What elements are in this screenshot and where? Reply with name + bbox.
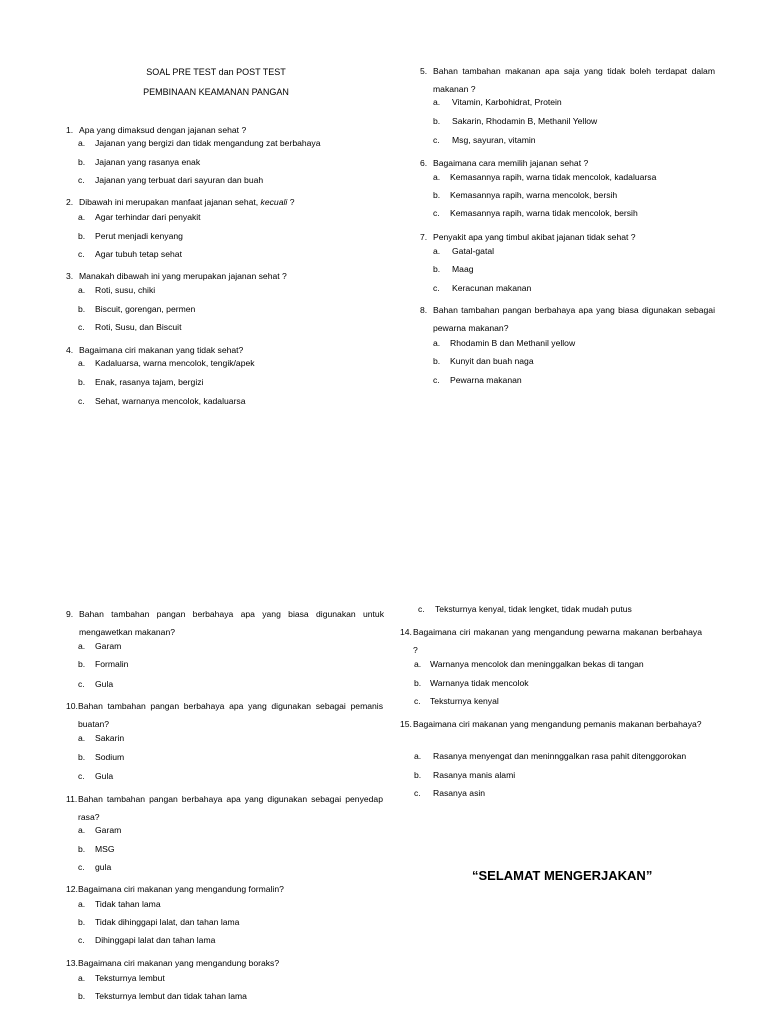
option-text: Jajanan yang terbuat dari sayuran dan buah [95, 175, 264, 185]
question-text [433, 301, 715, 338]
page-title-line2: PEMBINAAN KEAMANAN PANGAN [143, 87, 289, 97]
option-letter: c. [433, 375, 440, 385]
option-text: Kunyit dan buah naga [450, 356, 534, 366]
option-text: Rasanya asin [433, 788, 486, 798]
option-text: Kemasannya rapih, warna tidak mencolok, bersih [450, 208, 638, 218]
option-text: Gatal-gatal [452, 246, 495, 256]
option-text: Sakarin [95, 733, 125, 743]
question-text-main: Apa yang dimaksud dengan jajanan sehat ? [79, 125, 247, 135]
question-number: 11. [66, 794, 78, 804]
option-text: Agar tubuh tetap sehat [95, 249, 182, 259]
option-text: Sakarin, Rhodamin B, Methanil Yellow [452, 116, 598, 126]
question-text [433, 154, 715, 172]
option-letter: b. [433, 264, 441, 274]
option-letter: b. [78, 752, 86, 762]
question-text-main: Bahan tambahan pangan berbahaya apa yang biasa digunakan untuk mengawetkan makanan? [79, 609, 384, 638]
question-text [78, 880, 383, 898]
question-number: 9. [66, 609, 74, 619]
question-text-main: Bahan tambahan pangan berbahaya apa yang digunakan sebagai pemanis buatan? [78, 701, 383, 730]
question-text-end: ? [287, 197, 295, 207]
question-number: 7. [420, 232, 428, 242]
option-letter: b. [78, 157, 86, 167]
option-text: Roti, susu, chiki [95, 285, 156, 295]
option-text: Kadaluarsa, warna mencolok, tengik/apek [95, 358, 255, 368]
option-text: Kemasannya rapih, warna tidak mencolok, kadaluarsa [450, 172, 657, 182]
question-text [79, 193, 359, 211]
option-letter: c. [414, 696, 421, 706]
option-letter: a. [433, 172, 441, 182]
option-text: Perut menjadi kenyang [95, 231, 183, 241]
option-letter: a. [78, 825, 86, 835]
question-number: 15. [400, 719, 412, 729]
question-number: 3. [66, 271, 74, 281]
question-text-main: Bahan tambahan pangan berbahaya apa yang digunakan sebagai penyedap rasa? [78, 794, 383, 823]
option-text: Enak, rasanya tajam, bergizi [95, 377, 204, 387]
question-text-main: Bagaimana ciri makanan yang mengandung boraks? [78, 958, 280, 968]
question-text [78, 954, 383, 972]
option-letter: b. [78, 844, 86, 854]
question-text [78, 697, 383, 734]
option-letter: b. [433, 356, 441, 366]
option-letter: b. [78, 377, 86, 387]
option-letter: b. [78, 659, 86, 669]
option-text: Teksturnya lembut [95, 973, 165, 983]
option-text: Sehat, warnanya mencolok, kadaluarsa [95, 396, 246, 406]
option-letter: c. [433, 208, 440, 218]
question-number: 12. [66, 884, 78, 894]
option-letter: a. [78, 138, 86, 148]
closing-message: “SELAMAT MENGERJAKAN” [472, 868, 653, 883]
option-text: Msg, sayuran, vitamin [452, 135, 536, 145]
option-text: Jajanan yang rasanya enak [95, 157, 201, 167]
question-text [78, 790, 383, 827]
question-text [79, 341, 359, 359]
option-letter: b. [78, 304, 86, 314]
option-text: Dihinggapi lalat dan tahan lama [95, 935, 216, 945]
question-text-main: Bagaimana ciri makanan yang mengandung pewarna makanan berbahaya ? [413, 627, 702, 656]
question-text [79, 267, 359, 285]
question-text-main: Bagaimana ciri makanan yang tidak sehat? [79, 345, 244, 355]
option-letter: a. [78, 973, 86, 983]
question-number: 14. [400, 627, 412, 637]
question-number: 8. [420, 305, 428, 315]
option-letter: a. [433, 246, 441, 256]
question-text-emphasis: kecuali [260, 197, 288, 207]
question-text [79, 121, 359, 139]
option-letter: a. [433, 338, 441, 348]
option-text: Warnanya mencolok dan meninggalkan bekas di tangan [430, 659, 644, 669]
question-text [433, 228, 715, 246]
option-letter: b. [78, 991, 86, 1001]
option-letter: a. [78, 358, 86, 368]
option-text: Rhodamin B dan Methanil yellow [450, 338, 576, 348]
question-text [433, 62, 715, 99]
option-text: Keracunan makanan [452, 283, 532, 293]
option-text: Biscuit, gorengan, permen [95, 304, 196, 314]
question-number: 2. [66, 197, 74, 207]
question-text-main: Bagaimana ciri makanan yang mengandung formalin? [78, 884, 284, 894]
option-letter: b. [414, 678, 422, 688]
option-text: Garam [95, 641, 122, 651]
option-text: Teksturnya kenyal [430, 696, 499, 706]
question-number: 4. [66, 345, 74, 355]
question-text [413, 715, 702, 733]
option-text: Jajanan yang bergizi dan tidak mengandung zat berbahaya [95, 138, 321, 148]
question-number: 6. [420, 158, 428, 168]
option-text: Tidak tahan lama [95, 899, 161, 909]
option-text: Agar terhindar dari penyakit [95, 212, 201, 222]
option-letter: a. [78, 212, 86, 222]
option-letter: c. [78, 249, 85, 259]
option-text: Formalin [95, 659, 129, 669]
option-text: gula [95, 862, 112, 872]
option-letter: b. [433, 190, 441, 200]
option-letter: b. [433, 116, 441, 126]
option-text: Tidak dihinggapi lalat, dan tahan lama [95, 917, 240, 927]
question-text-main: Bagaimana cara memilih jajanan sehat ? [433, 158, 589, 168]
question-text-main: Bahan tambahan makanan apa saja yang tidak boleh terdapat dalam makanan ? [433, 66, 715, 95]
option-letter: c. [78, 175, 85, 185]
option-text: Roti, Susu, dan Biscuit [95, 322, 182, 332]
option-letter: c. [78, 396, 85, 406]
option-letter: a. [78, 285, 86, 295]
option-text: Pewarna makanan [450, 375, 522, 385]
question-text-main: Bahan tambahan pangan berbahaya apa yang biasa digunakan sebagai pewarna makanan? [433, 305, 715, 334]
option-text: Gula [95, 771, 114, 781]
question-number: 13. [66, 958, 78, 968]
option-letter: c. [414, 788, 421, 798]
question-number: 1. [66, 125, 74, 135]
option-letter: c. [433, 283, 440, 293]
option-text: Teksturnya kenyal, tidak lengket, tidak mudah putus [435, 604, 632, 614]
option-text: Gula [95, 679, 114, 689]
option-letter: c. [78, 862, 85, 872]
option-letter: b. [78, 231, 86, 241]
question-text-main: Bagaimana ciri makanan yang mengandung pemanis makanan berbahaya? [413, 719, 702, 729]
option-text: Teksturnya lembut dan tidak tahan lama [95, 991, 247, 1001]
question-text-main: Dibawah ini merupakan manfaat jajanan sehat, [79, 197, 259, 207]
option-text: MSG [95, 844, 115, 854]
option-letter: b. [78, 917, 86, 927]
question-number: 10. [66, 701, 78, 711]
option-letter: c. [78, 771, 85, 781]
option-letter: a. [78, 641, 86, 651]
option-text: Maag [452, 264, 474, 274]
option-text: Rasanya manis alami [433, 770, 516, 780]
option-letter: c. [78, 322, 85, 332]
option-letter: a. [414, 751, 422, 761]
question-text-main: Penyakit apa yang timbul akibat jajanan tidak sehat ? [433, 232, 636, 242]
option-text: Warnanya tidak mencolok [430, 678, 529, 688]
question-text-main: Manakah dibawah ini yang merupakan jajanan sehat ? [79, 271, 287, 281]
question-number: 5. [420, 66, 428, 76]
page-title-line1: SOAL PRE TEST dan POST TEST [146, 67, 286, 77]
option-letter: c. [78, 935, 85, 945]
option-text: Garam [95, 825, 122, 835]
option-letter: c. [418, 604, 425, 614]
option-letter: a. [433, 97, 441, 107]
question-text [79, 605, 384, 642]
question-text [413, 623, 702, 660]
option-letter: a. [414, 659, 422, 669]
option-letter: a. [78, 733, 86, 743]
option-letter: c. [78, 679, 85, 689]
option-letter: a. [78, 899, 86, 909]
option-letter: c. [433, 135, 440, 145]
option-letter: b. [414, 770, 422, 780]
option-text: Sodium [95, 752, 125, 762]
option-text: Kemasannya rapih, warna mencolok, bersih [450, 190, 618, 200]
option-text: Rasanya menyengat dan meninnggalkan rasa pahit ditenggorokan [433, 751, 687, 761]
option-text: Vitamin, Karbohidrat, Protein [452, 97, 562, 107]
